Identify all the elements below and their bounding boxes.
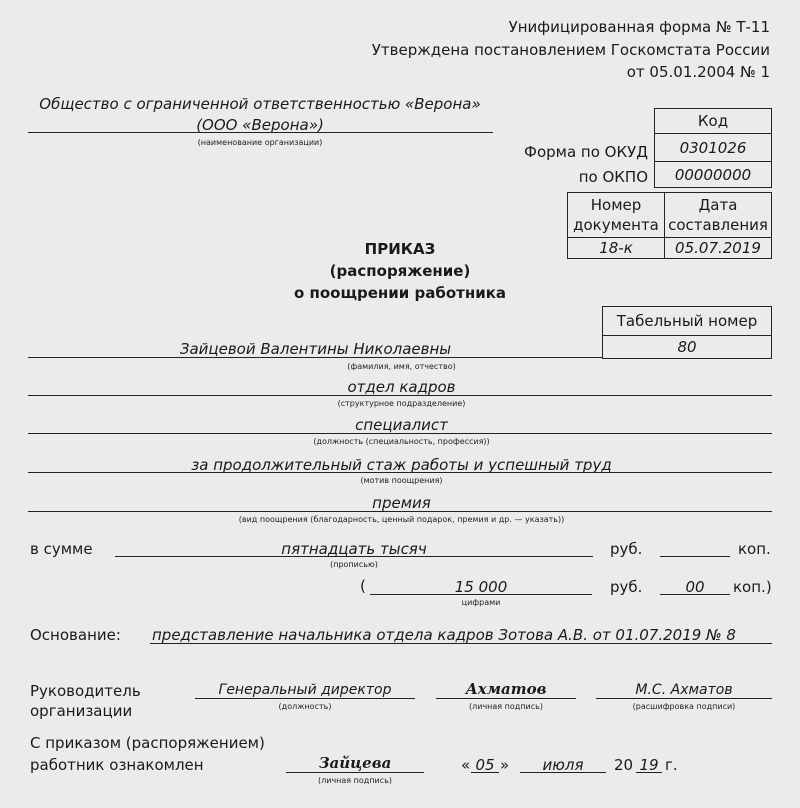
basis-value: представление начальника отдела кадров Зотова А.В. от 01.07.2019 № 8 <box>152 626 736 644</box>
sum-words-rub: руб. <box>610 540 643 558</box>
doc-date-header <box>664 192 772 238</box>
okud-value: 0301026 <box>654 134 772 162</box>
sum-kop-value: 00 <box>685 578 705 596</box>
org-underline <box>28 132 493 133</box>
fio-caption: (фамилия, имя, отчество) <box>347 362 456 371</box>
sum-digits-rub: руб. <box>610 578 643 596</box>
motive-caption: (мотив поощрения) <box>360 476 443 485</box>
head-label-line2: организации <box>30 702 133 720</box>
head-decode-underline <box>596 698 772 699</box>
date-month-underline <box>520 772 606 773</box>
okpo-label: по ОКПО <box>578 168 648 186</box>
head-position: Генеральный директор <box>218 682 392 698</box>
reward-caption: (вид поощрения (благодарность, ценный подарок, премия и др. — указать)) <box>238 515 565 524</box>
org-short-name: (ООО «Верона») <box>196 116 324 134</box>
employee-fio: Зайцевой Валентины Николаевны <box>179 340 452 358</box>
tabel-value: 80 <box>602 335 772 359</box>
head-position-underline <box>195 698 415 699</box>
sum-label: в сумме <box>30 540 93 558</box>
doc-number-value: 18-к <box>567 237 665 259</box>
org-caption: (наименование организации) <box>197 138 323 147</box>
date-year-underline <box>636 772 662 773</box>
doc-date-value: 05.07.2019 <box>664 237 772 259</box>
sum-kop-close: коп.) <box>733 578 772 596</box>
date-month: июля <box>542 756 584 774</box>
doc-subtitle: (распоряжение) <box>329 262 471 280</box>
doc-number-header-line2: документа <box>573 216 659 234</box>
head-signature-caption: (личная подпись) <box>469 702 543 711</box>
sum-words: пятнадцать тысяч <box>281 540 427 558</box>
reward-type: премия <box>372 494 431 512</box>
okud-label: Форма по ОКУД <box>524 143 648 161</box>
employee-dept: отдел кадров <box>347 378 456 396</box>
sum-digits: 15 000 <box>454 578 508 596</box>
date-year: 19 <box>639 756 659 774</box>
doc-number-header-line1: Номер <box>590 196 642 214</box>
form-number: Унифицированная форма № Т-11 <box>508 18 770 36</box>
sum-digits-underline <box>370 594 592 595</box>
doc-number-header <box>567 192 665 238</box>
position-underline <box>28 433 772 434</box>
okpo-value: 00000000 <box>654 162 772 188</box>
tabel-header: Табельный номер <box>602 306 772 336</box>
basis-label: Основание: <box>30 626 121 644</box>
dept-underline <box>28 395 772 396</box>
form-approval-date: от 05.01.2004 № 1 <box>626 63 770 81</box>
acq-signature-underline <box>286 772 424 773</box>
head-signature: Ахматов <box>465 680 547 698</box>
head-position-caption: (должность) <box>278 702 332 711</box>
doc-date-header-line1: Дата <box>698 196 738 214</box>
head-decode-caption: (расшифровка подписи) <box>632 702 736 711</box>
head-signature-underline <box>436 698 576 699</box>
doc-date-header-line2: составления <box>668 216 768 234</box>
sum-kop-underline <box>660 594 730 595</box>
date-day: 05 <box>475 756 495 774</box>
sum-digits-caption: цифрами <box>461 598 501 607</box>
date-year-suffix: г. <box>665 756 678 774</box>
position-caption: (должность (специальность, профессия)) <box>313 437 490 446</box>
org-full-name: Общество с ограниченной ответственностью «Верона» <box>39 95 481 113</box>
sum-words-kop-underline <box>660 556 730 557</box>
reward-motive: за продолжительный стаж работы и успешный труд <box>191 456 612 474</box>
sum-words-underline <box>115 556 593 557</box>
dept-caption: (структурное подразделение) <box>337 399 466 408</box>
date-quote-close: » <box>500 756 510 774</box>
motive-underline <box>28 472 772 473</box>
employee-position: специалист <box>355 416 448 434</box>
sum-words-caption: (прописью) <box>330 560 378 569</box>
reward-underline <box>28 511 772 512</box>
head-decode: М.С. Ахматов <box>635 682 733 698</box>
acq-signature-caption: (личная подпись) <box>318 776 392 785</box>
code-header: Код <box>654 108 772 134</box>
acq-label-line2: работник ознакомлен <box>30 756 204 774</box>
date-year-prefix: 20 <box>614 756 634 774</box>
doc-title: ПРИКАЗ <box>364 240 436 258</box>
acq-signature: Зайцева <box>318 754 392 772</box>
date-quote-open: « <box>461 756 471 774</box>
fio-underline <box>28 357 602 358</box>
sum-paren-open: ( <box>360 577 366 595</box>
acq-label-line1: С приказом (распоряжением) <box>30 734 265 752</box>
doc-topic: о поощрении работника <box>293 284 507 302</box>
date-day-underline <box>471 772 499 773</box>
basis-underline <box>150 643 772 644</box>
sum-words-kop: коп. <box>738 540 771 558</box>
head-label-line1: Руководитель <box>30 682 141 700</box>
form-approval: Утверждена постановлением Госкомстата России <box>371 41 770 59</box>
